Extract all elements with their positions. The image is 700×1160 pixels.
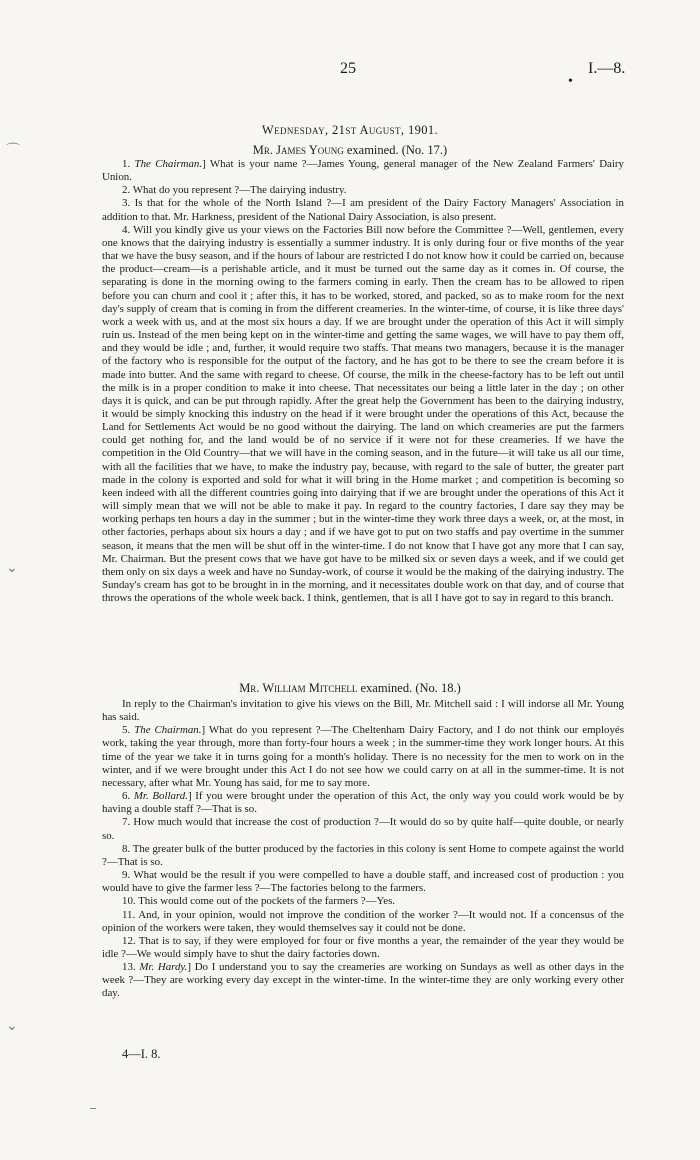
question-paragraph [102, 790, 624, 816]
question-paragraph [102, 724, 624, 790]
paragraph-text: Is that for the whole of the North Island ?—I am president of the Dairy Factory Managers' Association in addition to that. Mr. Harkness, president of the National Dairy Association, is also present. [102, 197, 625, 223]
question-paragraph [102, 197, 624, 223]
question-number: 10. [122, 895, 139, 908]
question-paragraph [102, 843, 624, 869]
speaker-name: Mr. Bollard. [133, 790, 188, 803]
intro-paragraph: In reply to the Chairman's invitation to give his views on the Bill, Mr. Mitchell said : I will indorse all Mr. Young has said. [102, 698, 624, 724]
question-paragraph [102, 158, 624, 184]
witness-heading-rest: examined. (No. 18.) [357, 681, 461, 695]
question-number: 5. [122, 724, 135, 737]
paragraph-text: What would be the result if you were compelled to have a double staff, and increased cost of production : you would have to give the farmer less ?—The factories belong to the farmers. [102, 869, 624, 895]
question-paragraph [102, 869, 624, 895]
question-number: 11. [122, 908, 139, 921]
paragraph-text: And, in your opinion, would not improve the condition of the worker ?—It would not. If a concensus of the opinion of the workers were taken, they would themselves say it could not be done. [102, 908, 624, 934]
witness-heading-young [0, 143, 700, 158]
speaker-name: Mr. Hardy. [139, 961, 188, 974]
date-heading: Wednesday, 21st August, 1901. [261, 123, 439, 137]
speaker-name: The Chairman. [134, 724, 202, 737]
question-paragraph [102, 816, 624, 842]
paragraph-text: How much would that increase the cost of production ?—It would do so by quite half—quite double, or nearly so. [102, 816, 624, 842]
question-number: 9. [122, 869, 134, 882]
witness-name: Mr. William Mitchell [239, 681, 358, 695]
paragraph-text: ] What is your name ?—James Young, general manager of the New Zealand Farmers' Dairy Union. [102, 158, 624, 184]
question-paragraph [102, 909, 624, 935]
question-number: 12. [122, 934, 139, 947]
paragraph-text: Will you kindly give us your views on the Factories Bill now before the Committee ?—Well, gentlemen, every one knows that the dairying industry is essentially a summer industry. It is only during four or five months of the year that we have the busy season, and if the hours of labour are restricted I do not know how it could be carried on, because the product—cream—is a perishable article, and it must be turned out the same day as it comes in. Of course, the separating is done in the morning owing to the farmers coming in early. Then the cream has to be allowed to ripen before you can churn and cool it ; after this, it has to be worked, stored, and packed, so as to make room for the next day's supply of cream that is coming in from the different creameries. In the winter-time, of course, it is like three days' work a week with us, and at the most six hours a day. If we are brought under the operation of this Act it will simply ruin us. Instead of the men being kept on in the winter-time and getting the same wages, we will have to pay them off, and they would be idle ; and, further, it would require two staffs. That means two managers, because it is the manager of the factory who is responsible for the output of the factory, and he has got to be there to see the cream before it is made into butter. And the same with regard to cheese. Of course, the milk in the cheese-factory has to be left out until the milk is in a proper condition to make it into cheese. That necessitates our being a little later in the day ; on other days it is quick, and can be put through rapidly. After the great help the Government has been to the dairying industry, it would be simply knocking this industry on the head if it were brought under the operations of this Act, because the Land for Settlements Act would be no good without the dairying. The land on which creameries are put the farmers could get nothing for, and the land would be of no service if it were not for these creameries. If we have the competition in the Old Country—that we will have in the coming season, and in the future—it will take us all our time, with all the facilities that we have, to make the industry pay, because, with regard to the sale of butter, the greater part made in the colony is exported and sold for what it will bring in the Home market ; and competition is becoming so keen indeed with all the different countries going into dairying that if we are brought under the operations of this Act it will simply mean that we will not be able to make it pay. In regard to the country factories, I dare say they may be working perhaps ten hours a day in the summer ; but in the winter-time they work three days a week, or, at the most, in other factories, perhaps about six hours a day ; and if we have got to put on two staffs and pay overtime in the summer season, it means that the men will be shut off in the winter-time. I do not know that I have got any more that I can say, Mr. Chairman. But the present cows that we have got have to be milked six or seven days a week, and if we could get them only on six days a week and have no Sunday-work, of course it would be the making of the dairying industry. The Sunday's cream has got to be brought in in the morning, and it necessitates double work on that day, and of course that throws the operations of the whole week back. I think, gentlemen, that is all I have got to say in regard to this branch. [102, 223, 624, 605]
speaker-name: The Chairman. [134, 158, 203, 170]
question-number: 13. [122, 961, 140, 974]
paragraph-text: What do you represent ?—The dairying industry. [132, 184, 347, 197]
question-number: 3. [122, 197, 135, 210]
margin-mark: ⌒ [6, 144, 20, 159]
question-number: 6. [122, 790, 134, 803]
paragraph-text: This would come out of the pockets of the farmers ?—Yes. [138, 895, 396, 908]
footer-signature: 4—I. 8. [122, 1047, 161, 1061]
witness-young-testimony [102, 158, 624, 605]
question-number: 2. [122, 184, 133, 197]
question-paragraph [102, 961, 624, 1000]
paragraph-text: ] If you were brought under the operation of this Act, the only way you could work would be by having a double staff ?—That is so. [102, 790, 624, 816]
margin-mark: ⌄ [6, 1019, 18, 1034]
paragraph-text: That is to say, if they were employed for four or five months a year, the remainder of the year they would be idle ?—We would simply have to shut the dairy factories down. [102, 934, 624, 960]
paragraph-text: ] Do I understand you to say the creameries are working on Sundays as well as other days in the week ?—They are working every day except in the winter-time. In the winter-time they are only working every other day. [102, 961, 624, 1000]
witness-heading-rest: examined. (No. 17.) [343, 143, 448, 157]
question-number: 4. [122, 223, 134, 236]
margin-tick [90, 1108, 96, 1109]
page-number: 25 [340, 60, 356, 77]
question-number: 1. [122, 158, 135, 170]
paper-reference: I.—8. [588, 60, 626, 77]
question-number: 8. [122, 842, 133, 855]
ink-dot: • [568, 74, 573, 89]
witness-name: Mr. James Young [252, 143, 344, 157]
question-paragraph [102, 895, 624, 908]
question-paragraph [102, 184, 624, 197]
question-paragraph [102, 935, 624, 961]
paragraph-text: ] What do you represent ?—The Cheltenham Dairy Factory, and I do not think our employés work, taking the year through, more than forty-four hours a week ; in the summer-time they work longer hours. At this time of the year we take it in turns going for a month's holiday. There is no necessity for the men to work on in the winter, and if we were brought under this Act I do not see how we could carry on at all in the summer-time. It is not necessary, after what Mr. Young has said, for me to say more. [102, 724, 624, 789]
paragraph-text: The greater bulk of the butter produced by the factories in this colony is sent Home to compete against the world ?—That is so. [102, 842, 624, 868]
question-number: 7. [122, 816, 134, 829]
witness-heading-mitchell [0, 681, 700, 696]
witness-mitchell-testimony [102, 698, 624, 1001]
question-paragraph [102, 224, 624, 606]
margin-mark: ⌄ [6, 561, 18, 576]
